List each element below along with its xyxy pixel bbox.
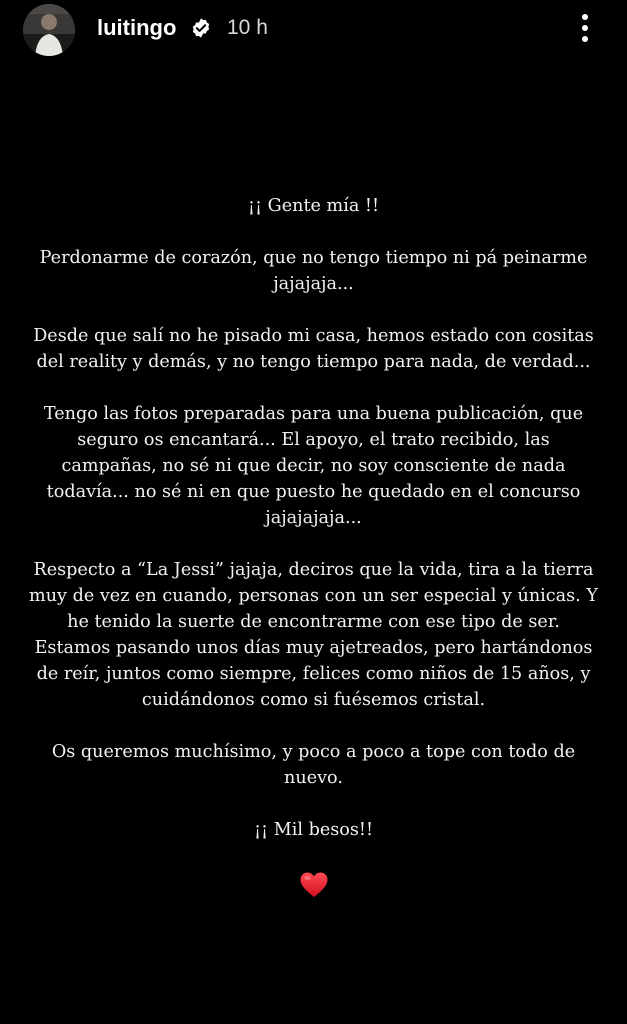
- story-header: [0, 0, 627, 58]
- avatar[interactable]: [23, 4, 75, 56]
- username[interactable]: luitingo: [97, 15, 177, 40]
- story-paragraph: Desde que salí no he pisado mi casa, hemos estado con cositas del reality y demás, y no tengo tiempo para nada, de verdad...: [33, 326, 594, 372]
- more-vertical-icon[interactable]: [574, 10, 596, 46]
- heart-icon: [299, 871, 329, 899]
- story-timestamp: 10 h: [227, 16, 268, 39]
- story-paragraph: Os queremos muchísimo, y poco a poco a tope con todo de nuevo.: [51, 742, 576, 788]
- story-paragraph: Tengo las fotos preparadas para una buena publicación, que seguro os encantará... El apoyo, el trato recibido, las campañas, no sé ni que decir, no soy consciente de nada todavía... no sé ni en que puesto he quedado en el concurso jajajajaja...: [43, 404, 584, 528]
- story-text: [28, 193, 599, 869]
- story-paragraph-closing: ¡¡ Mil besos!!: [253, 820, 374, 840]
- verified-badge-icon: [190, 17, 212, 39]
- story-paragraph-greeting: ¡¡ Gente mía !!: [247, 196, 380, 216]
- story-paragraph: Respecto a “La Jessi” jajaja, deciros que la vida, tira a la tierra muy de vez en cuando, personas con un ser especial y únicas. Y he tenido la suerte de encontrarme con ese tipo de ser. Estamos pasando unos días muy ajetreados, pero hartándonos de reír, juntos como siempre, felices como niños de 15 años, y cuidándonos como si fuésemos cristal.: [29, 560, 598, 710]
- story-paragraph: Perdonarme de corazón, que no tengo tiempo ni pá peinarme jajajaja...: [39, 248, 588, 294]
